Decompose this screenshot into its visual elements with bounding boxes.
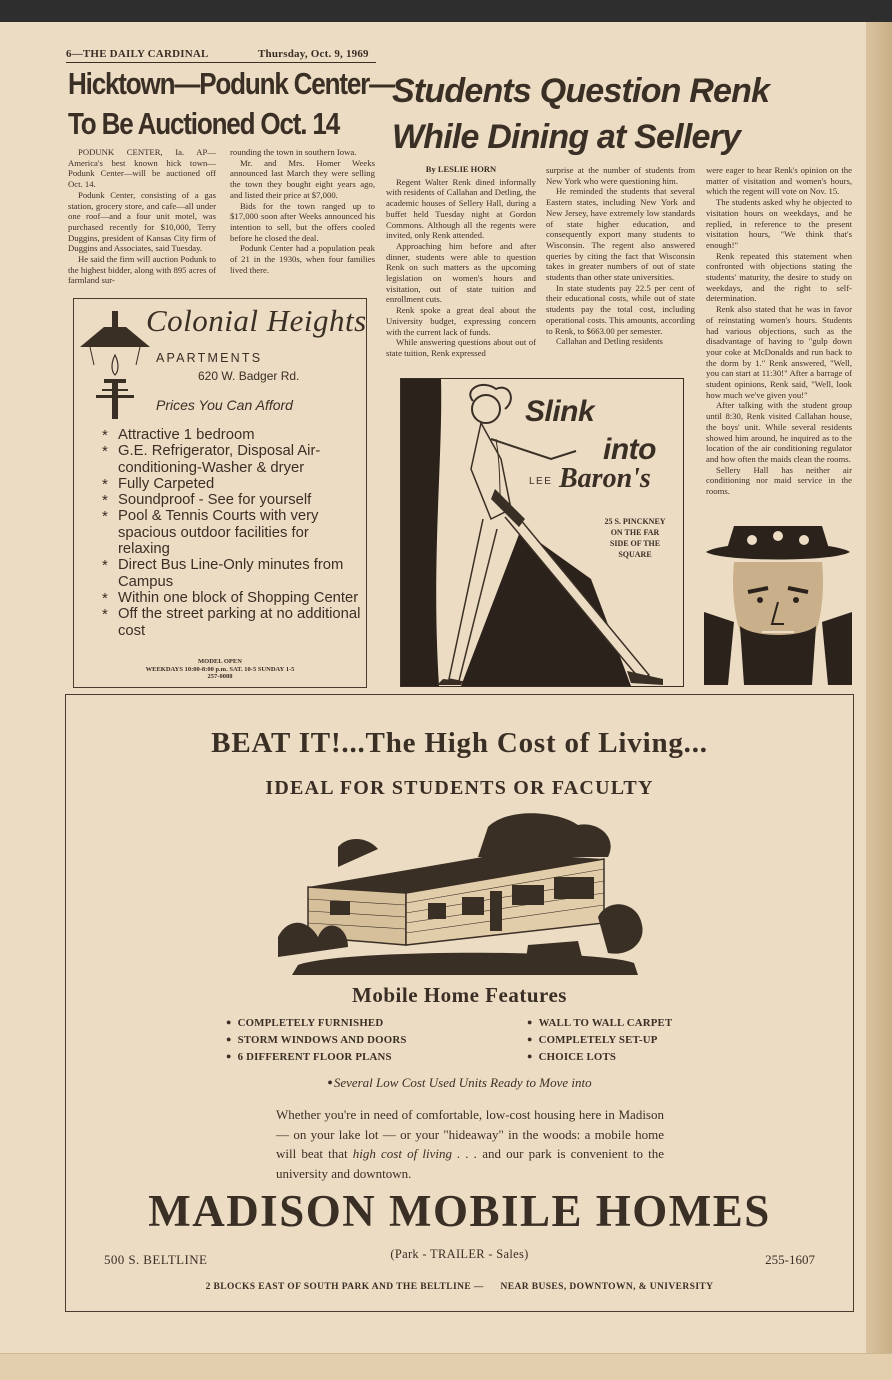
barons-address (589, 516, 681, 560)
apartment-features (102, 427, 364, 639)
uncle-sam-illustration (704, 522, 852, 685)
address-line: 25 S. PINCKNEY (604, 517, 666, 526)
paragraph: In state students pay 22.5 per cent of their educational costs, while out of state students pay the total cost, including operational costs. This amounts, according to Renk, to $663.00 per semester. (546, 282, 695, 336)
paragraph: He said the firm will auction Podunk to the highest bidder, along with 895 acres of farmland sur- (68, 254, 216, 286)
lee-brand: LEE (529, 476, 553, 487)
paragraph: Callahan and Detling residents (556, 336, 663, 347)
headline-renk-line2: While Dining at Sellery (392, 118, 741, 156)
company-tagline: (Park - TRAILER - Sales) (390, 1247, 529, 1261)
body-text: Whether you're in need of comfortable, low-cost housing here in Madison — on your lake lot — or your "hideaway" in the woods: a mobile home will beat that (276, 1107, 664, 1161)
renk-column-2 (546, 165, 695, 347)
directions-line (66, 1282, 853, 1292)
paragraph: Regent Walter Renk dined informally with residents of Callahan and Detling, the academic houses of Sellery Hall, during a buffet held Tuesday night at Gordon Commons. Although all the regents were invited, only Renk attended. (386, 176, 536, 241)
feature-item: * Pool & Tennis Courts with very spacious outdoor facilities for relaxing (102, 508, 364, 557)
apartments-label: APARTMENTS (156, 351, 263, 365)
features-title: Mobile Home Features (352, 983, 567, 1007)
paragraph: The students asked why he objected to visitation hours on weekdays, and he replied, in reference to the present visitation hours, "We think that's enough!" (706, 197, 852, 250)
feature-item: ● STORM WINDOWS AND DOORS (226, 1032, 407, 1049)
page-folio (66, 48, 376, 60)
used-units-line: ● Several Low Cost Used Units Ready to Move into (66, 1075, 853, 1091)
paragraph: After talking with the student group until 8:30, Renk visited Callahan house, the boys' unit. While several residents showed him around, he inquired as to the location of the air conditioning regulator and how often the maids clean the rooms. (706, 400, 852, 464)
feature-item: * Attractive 1 bedroom (102, 427, 364, 443)
feature-item: ● 6 DIFFERENT FLOOR PLANS (226, 1049, 407, 1066)
colonial-heights-logo: Colonial Heights (146, 303, 367, 338)
model-open-label: MODEL OPEN (198, 658, 242, 665)
paragraph: surprise at the number of students from New York who were questioning him. (546, 165, 695, 186)
feature-item: * Off the street parking at no additional cost (102, 606, 364, 639)
paragraph: Podunk Center had a population peak of 21 in the 1930s, when four families lived there. (230, 243, 375, 275)
scan-border-bottom (0, 1353, 892, 1380)
beat-it-headline: BEAT IT!...The High Cost of Living... (211, 727, 708, 759)
scan-border-top (0, 0, 892, 22)
podunk-column-1 (68, 147, 216, 286)
page-edge (866, 22, 892, 1380)
address-line: SIDE OF THE (609, 539, 661, 548)
mobile-ad-body (276, 1105, 664, 1183)
address-line: ON THE FAR (610, 528, 660, 537)
features-right (527, 1015, 672, 1066)
feature-item: ● WALL TO WALL CARPET (527, 1015, 672, 1032)
paragraph: Renk spoke a great deal about the University budget, expressing concern with the current lack of funds. (386, 305, 536, 337)
paragraph: were eager to hear Renk's opinion on the matter of visitation and women's hours, which the regent will vote on Nov. 15. (706, 165, 852, 197)
feature-item: ● CHOICE LOTS (527, 1049, 672, 1066)
paragraph: Renk also stated that he was in favor of reinstating women's hours. Students had various objections, such as the disadvantage of having to "gulp down your coke at McDonalds and run back to the dorm by 1." Renk answered, "Well, you can start at 11:30!" After a barrage of student opinions, Renk said, "Well, look how much we've given you!" (706, 304, 852, 400)
renk-column-3 (706, 165, 852, 497)
renk-column-1 (386, 164, 536, 359)
headline-renk-line1: Students Question Renk (392, 72, 770, 110)
folio-label: 6—THE DAILY CARDINAL (66, 48, 209, 60)
colonial-address: 620 W. Badger Rd. (198, 369, 300, 383)
paragraph: rounding the town in southern Iowa. (230, 147, 357, 157)
model-hours: WEEKDAYS 10:00-8:00 p.m. SAT. 10-5 SUNDAY 1-5 (145, 665, 295, 673)
directions-right: NEAR BUSES, DOWNTOWN, & UNIVERSITY (500, 1282, 714, 1292)
paragraph: Approaching him before and after dinner, students were able to question Renk on such matters as the upcoming legislation on women's hours and visitation, out of state tuition and enrollment cuts. (386, 240, 536, 305)
paragraph: Podunk Center, consisting of a gas station, grocery store, and cafe—all under one roof—and a four unit motel, was purchased recently for $10,000, Terry Duggins, president of Kansas City firm of Duggins and Associates, said Tuesday. (68, 189, 216, 254)
feature-item: * Soundproof - See for yourself (102, 492, 364, 508)
barons-logo: Baron's (559, 463, 651, 494)
feature-item: * G.E. Refrigerator, Disposal Air-conditioning-Washer & dryer (102, 443, 364, 476)
byline: By LESLIE HORN (425, 164, 497, 174)
feature-item: ● COMPLETELY SET-UP (527, 1032, 672, 1049)
paragraph: PODUNK CENTER, Ia. AP—America's best known hick town—Podunk Center—will be auctioned off Oct. 14. (68, 147, 216, 190)
slink-text: Slink (525, 395, 595, 428)
feature-item: ● COMPLETELY FURNISHED (226, 1015, 407, 1032)
colonial-phone: 257-0088 (207, 673, 233, 680)
paragraph: Sellery Hall has neither air conditioning nor maid service in the rooms. (706, 464, 852, 497)
model-open-info (74, 658, 366, 681)
body-text-end: and our park is convenient to the university and downtown. (276, 1146, 664, 1181)
paragraph: Bids for the town ranged up to $17,000 soon after Weeks announced his intention to sell, but the offers cooled before he closed the deal. (230, 200, 375, 243)
headline-podunk-line2: To Be Auctioned Oct. 14 (68, 106, 340, 141)
company-name: MADISON MOBILE HOMES (148, 1186, 771, 1236)
headline-podunk-line1: Hicktown—Podunk Center— (68, 66, 394, 101)
prices-tagline: Prices You Can Afford (156, 397, 293, 413)
paragraph: While answering questions about out of state tuition, Renk expressed (386, 337, 536, 358)
paragraph: Mr. and Mrs. Homer Weeks announced last March they were selling the town they bought eight years ago, and listed their price at $7,000. (230, 157, 375, 200)
feature-item: * Direct Bus Line-Only minutes from Campus (102, 557, 364, 590)
company-phone: 255-1607 (765, 1252, 815, 1267)
body-italic: high cost of living . . . (352, 1146, 478, 1161)
features-left (226, 1015, 407, 1066)
paragraph: Renk repeated this statement when confronted with objections stating the students' maturity, the desire to study on weekdays, and the right to self-determination. (706, 250, 852, 304)
paragraph: He reminded the students that several Eastern states, including New York and New Jersey, have extremely low standards of state higher education, and consequently export many students to Wisconsin. The regent also answered queries by citing the fact that Wisconsin takes in greater numbers of out of state students than other state universities. (546, 186, 695, 283)
colonial-heights-ad (73, 298, 367, 688)
folio-rule (66, 62, 376, 63)
mobile-homes-ad (65, 694, 854, 1312)
lantern-icon (78, 303, 152, 421)
ideal-subhead: IDEAL FOR STUDENTS OR FACULTY (265, 777, 654, 799)
barons-ad (400, 378, 684, 687)
feature-item: * Fully Carpeted (102, 476, 364, 492)
address-line: SQUARE (618, 550, 652, 559)
company-address: 500 S. BELTLINE (104, 1252, 208, 1267)
issue-date: Thursday, Oct. 9, 1969 (258, 48, 369, 60)
into-text: into (603, 433, 656, 466)
mobile-home-illustration (278, 807, 648, 975)
feature-item: * Within one block of Shopping Center (102, 590, 364, 606)
directions-left: 2 BLOCKS EAST OF SOUTH PARK AND THE BELTLINE — (205, 1282, 484, 1292)
podunk-column-2 (230, 147, 375, 275)
